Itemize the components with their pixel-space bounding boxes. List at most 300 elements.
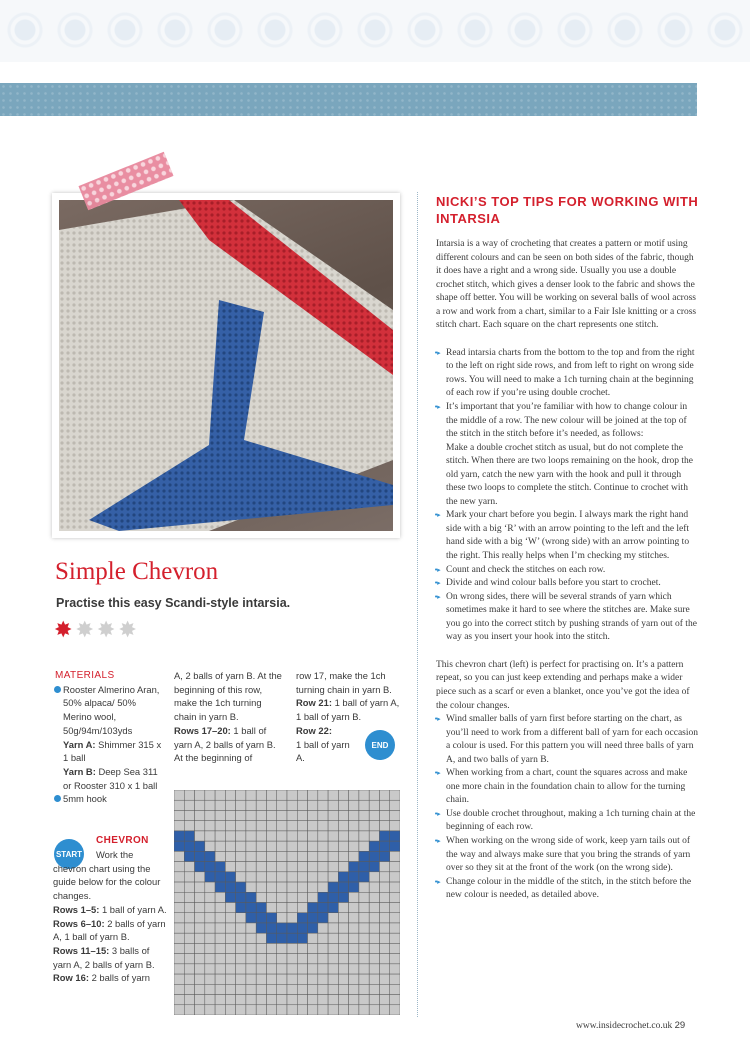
chart-cell-yarn-b xyxy=(225,882,235,892)
chart-cell-yarn-a xyxy=(256,995,266,1005)
chevron-intro: Work the chevron chart using the guide below for the colour changes. xyxy=(53,849,161,902)
chart-cell-yarn-a xyxy=(328,984,338,994)
chart-cell-yarn-a xyxy=(266,800,276,810)
chart-cell-yarn-a xyxy=(246,851,256,861)
chart-cell-yarn-a xyxy=(184,790,194,800)
chart-cell-yarn-a xyxy=(349,903,359,913)
chart-cell-yarn-a xyxy=(184,872,194,882)
chart-cell-yarn-a xyxy=(225,933,235,943)
chart-cell-yarn-a xyxy=(349,995,359,1005)
chart-cell-yarn-a xyxy=(236,821,246,831)
chart-cell-yarn-a xyxy=(359,933,369,943)
chart-cell-yarn-a xyxy=(195,1005,205,1015)
chart-cell-yarn-a xyxy=(359,954,369,964)
chart-cell-yarn-a xyxy=(246,882,256,892)
chart-cell-yarn-a xyxy=(215,943,225,953)
chart-cell-yarn-a xyxy=(225,790,235,800)
chart-cell-yarn-b xyxy=(174,831,184,841)
chart-cell-yarn-a xyxy=(256,862,266,872)
chart-cell-yarn-a xyxy=(215,821,225,831)
chart-cell-yarn-a xyxy=(246,810,256,820)
chart-cell-yarn-a xyxy=(318,954,328,964)
chart-cell-yarn-a xyxy=(266,984,276,994)
chart-cell-yarn-a xyxy=(225,984,235,994)
chart-cell-yarn-b xyxy=(225,872,235,882)
chart-cell-yarn-a xyxy=(349,964,359,974)
chart-cell-yarn-a xyxy=(277,903,287,913)
chart-cell-yarn-a xyxy=(266,954,276,964)
chart-cell-yarn-a xyxy=(379,872,389,882)
chart-cell-yarn-a xyxy=(215,974,225,984)
chart-cell-yarn-b xyxy=(369,841,379,851)
row-16-cont: A, 2 balls of yarn B. At the beginning of this row, make the 1ch turning chain in yarn B. xyxy=(174,670,282,723)
chart-cell-yarn-a xyxy=(215,913,225,923)
chart-cell-yarn-a xyxy=(246,790,256,800)
chart-cell-yarn-a xyxy=(256,851,266,861)
chart-cell-yarn-a xyxy=(338,923,348,933)
chart-cell-yarn-a xyxy=(287,882,297,892)
chart-cell-yarn-a xyxy=(328,872,338,882)
chart-cell-yarn-b xyxy=(349,862,359,872)
chart-cell-yarn-a xyxy=(236,943,246,953)
chart-cell-yarn-a xyxy=(205,810,215,820)
chart-cell-yarn-a xyxy=(359,903,369,913)
chart-cell-yarn-b xyxy=(195,851,205,861)
chart-cell-yarn-b xyxy=(287,923,297,933)
chart-cell-yarn-b xyxy=(297,933,307,943)
chart-cell-yarn-a xyxy=(338,862,348,872)
chart-cell-yarn-a xyxy=(256,984,266,994)
chart-cell-yarn-b xyxy=(184,831,194,841)
pattern-title: Simple Chevron xyxy=(55,558,219,585)
chart-cell-yarn-a xyxy=(287,841,297,851)
chart-cell-yarn-a xyxy=(246,954,256,964)
chart-cell-yarn-a xyxy=(205,964,215,974)
chart-cell-yarn-a xyxy=(328,964,338,974)
chart-cell-yarn-b xyxy=(308,913,318,923)
chart-cell-yarn-a xyxy=(205,800,215,810)
chart-cell-yarn-a xyxy=(349,954,359,964)
chart-cell-yarn-a xyxy=(379,913,389,923)
chart-cell-yarn-a xyxy=(379,821,389,831)
chart-cell-yarn-a xyxy=(328,974,338,984)
chart-cell-yarn-a xyxy=(277,841,287,851)
chart-cell-yarn-a xyxy=(369,892,379,902)
chart-cell-yarn-b xyxy=(328,892,338,902)
chart-cell-yarn-a xyxy=(390,964,400,974)
tip-item: •▸ On wrong sides, there will be several strands of yarn which sometimes make it hard to see where the stitches are. Make sure you go into the correct stitch by pushing strands of yarn out of the way as you insert your hook into the stitch. xyxy=(436,591,698,645)
chart-cell-yarn-a xyxy=(174,1005,184,1015)
chart-cell-yarn-a xyxy=(349,933,359,943)
chart-cell-yarn-a xyxy=(205,933,215,943)
chart-cell-yarn-b xyxy=(318,892,328,902)
chart-cell-yarn-a xyxy=(390,954,400,964)
materials-yarn: Rooster Almerino Aran, 50% alpaca/ 50% Merino wool, 50g/94m/103yds xyxy=(55,683,167,738)
chart-cell-yarn-b xyxy=(205,872,215,882)
chart-cell-yarn-a xyxy=(195,943,205,953)
chart-cell-yarn-b xyxy=(379,841,389,851)
chart-cell-yarn-a xyxy=(379,974,389,984)
chart-cell-yarn-a xyxy=(390,974,400,984)
chart-cell-yarn-b xyxy=(246,913,256,923)
chart-cell-yarn-a xyxy=(215,892,225,902)
chart-cell-yarn-a xyxy=(184,984,194,994)
chart-cell-yarn-a xyxy=(318,882,328,892)
chart-cell-yarn-a xyxy=(328,800,338,810)
chart-cell-yarn-a xyxy=(328,831,338,841)
chart-cell-yarn-a xyxy=(236,923,246,933)
chart-cell-yarn-a xyxy=(246,974,256,984)
chart-cell-yarn-a xyxy=(297,943,307,953)
chart-cell-yarn-a xyxy=(195,821,205,831)
chart-cell-yarn-a xyxy=(390,872,400,882)
chart-cell-yarn-a xyxy=(390,790,400,800)
crochet-photo xyxy=(59,200,393,531)
chart-cell-yarn-a xyxy=(174,933,184,943)
chart-cell-yarn-a xyxy=(379,984,389,994)
chevron-chart xyxy=(174,790,400,1015)
chart-cell-yarn-a xyxy=(390,923,400,933)
chart-cell-yarn-b xyxy=(318,903,328,913)
chart-cell-yarn-a xyxy=(297,872,307,882)
column-divider xyxy=(417,192,418,1017)
chart-cell-yarn-a xyxy=(287,831,297,841)
chart-cell-yarn-a xyxy=(174,790,184,800)
chart-cell-yarn-a xyxy=(174,872,184,882)
chart-cell-yarn-a xyxy=(174,882,184,892)
chart-cell-yarn-a xyxy=(287,974,297,984)
chart-cell-yarn-a xyxy=(236,1005,246,1015)
chart-cell-yarn-a xyxy=(287,903,297,913)
chart-cell-yarn-a xyxy=(236,974,246,984)
chart-cell-yarn-a xyxy=(215,984,225,994)
chart-cell-yarn-b xyxy=(369,862,379,872)
chart-cell-yarn-a xyxy=(308,974,318,984)
chart-cell-yarn-a xyxy=(215,851,225,861)
chart-cell-yarn-a xyxy=(338,1005,348,1015)
chart-cell-yarn-a xyxy=(205,943,215,953)
chart-cell-yarn-a xyxy=(184,903,194,913)
chart-cell-yarn-a xyxy=(390,821,400,831)
chart-cell-yarn-a xyxy=(359,923,369,933)
chart-cell-yarn-a xyxy=(287,892,297,902)
chart-cell-yarn-a xyxy=(174,913,184,923)
chart-cell-yarn-a xyxy=(308,872,318,882)
chart-cell-yarn-b xyxy=(215,872,225,882)
chart-cell-yarn-a xyxy=(277,821,287,831)
chart-cell-yarn-a xyxy=(225,831,235,841)
chart-cell-yarn-a xyxy=(287,943,297,953)
chart-cell-yarn-a xyxy=(174,800,184,810)
chart-cell-yarn-a xyxy=(318,933,328,943)
chart-cell-yarn-a xyxy=(246,995,256,1005)
chart-cell-yarn-a xyxy=(318,810,328,820)
chart-cell-yarn-b xyxy=(266,933,276,943)
chart-cell-yarn-a xyxy=(225,964,235,974)
chart-cell-yarn-a xyxy=(359,984,369,994)
chart-cell-yarn-b xyxy=(297,923,307,933)
chart-cell-yarn-a xyxy=(287,800,297,810)
chart-cell-yarn-b xyxy=(277,933,287,943)
chart-cell-yarn-a xyxy=(256,964,266,974)
difficulty-star-empty-icon: ✸ xyxy=(96,618,116,643)
chart-cell-yarn-a xyxy=(359,831,369,841)
chart-cell-yarn-a xyxy=(318,800,328,810)
chart-cell-yarn-a xyxy=(369,790,379,800)
chart-cell-yarn-a xyxy=(174,984,184,994)
chart-cell-yarn-a xyxy=(349,943,359,953)
lace-header-decoration xyxy=(0,0,750,62)
chart-cell-yarn-a xyxy=(349,800,359,810)
chart-cell-yarn-a xyxy=(308,800,318,810)
chart-cell-yarn-a xyxy=(256,933,266,943)
chart-cell-yarn-a xyxy=(256,790,266,800)
chart-cell-yarn-a xyxy=(205,923,215,933)
chart-cell-yarn-a xyxy=(174,974,184,984)
chart-cell-yarn-a xyxy=(266,810,276,820)
chart-cell-yarn-a xyxy=(225,841,235,851)
instructions-column-2 xyxy=(174,669,286,765)
chart-cell-yarn-a xyxy=(349,851,359,861)
chart-cell-yarn-a xyxy=(390,800,400,810)
chart-cell-yarn-a xyxy=(379,862,389,872)
chart-cell-yarn-a xyxy=(390,862,400,872)
tip-item: •▸ Mark your chart before you begin. I always mark the right hand side with a big ‘R’ with an arrow pointing to the left and the left hand side with a big ‘W’ (wrong side) with an arrow pointing to the right. This really helps when I’m checking my stitches. xyxy=(436,509,698,563)
chart-cell-yarn-a xyxy=(297,1005,307,1015)
chart-paragraph: This chevron chart (left) is perfect for practising on. It’s a pattern repeat, so you can just keep extending and perhaps make a wider piece such as a scarf or even a blanket, once you’ve got the idea of the colour changes. xyxy=(436,659,690,711)
chart-cell-yarn-a xyxy=(205,831,215,841)
chart-cell-yarn-b xyxy=(277,923,287,933)
chart-cell-yarn-a xyxy=(236,954,246,964)
chart-cell-yarn-a xyxy=(225,821,235,831)
chart-cell-yarn-a xyxy=(379,800,389,810)
chart-cell-yarn-a xyxy=(369,903,379,913)
chart-cell-yarn-a xyxy=(277,810,287,820)
tip-item: •▸ Wind smaller balls of yarn first before starting on the chart, as you’ll need to work from a different ball of yarn for each occasion a colour is used. For this pattern you will need three balls of yarn A, and two balls of yarn B. xyxy=(436,713,698,767)
chart-cell-yarn-b xyxy=(174,841,184,851)
chart-cell-yarn-a xyxy=(205,1005,215,1015)
chart-cell-yarn-b xyxy=(195,841,205,851)
chart-cell-yarn-a xyxy=(195,892,205,902)
chart-cell-yarn-b xyxy=(308,923,318,933)
chart-cell-yarn-a xyxy=(349,974,359,984)
chart-cell-yarn-a xyxy=(195,790,205,800)
chart-cell-yarn-a xyxy=(297,800,307,810)
chart-cell-yarn-b xyxy=(390,831,400,841)
chart-cell-yarn-a xyxy=(225,913,235,923)
chart-cell-yarn-a xyxy=(184,862,194,872)
chart-cell-yarn-a xyxy=(287,964,297,974)
chart-cell-yarn-a xyxy=(277,831,287,841)
materials-heading: MATERIALS xyxy=(55,670,115,681)
chart-cell-yarn-a xyxy=(338,943,348,953)
chart-cell-yarn-a xyxy=(359,790,369,800)
chart-cell-yarn-a xyxy=(205,841,215,851)
chart-cell-yarn-a xyxy=(349,841,359,851)
chart-cell-yarn-a xyxy=(277,882,287,892)
chart-cell-yarn-b xyxy=(236,882,246,892)
chart-cell-yarn-a xyxy=(379,903,389,913)
chart-cell-yarn-a xyxy=(236,841,246,851)
chart-cell-yarn-a xyxy=(195,954,205,964)
chart-cell-yarn-a xyxy=(390,903,400,913)
chart-cell-yarn-b xyxy=(266,923,276,933)
chart-cell-yarn-a xyxy=(308,851,318,861)
chart-cell-yarn-a xyxy=(359,995,369,1005)
chart-cell-yarn-a xyxy=(215,903,225,913)
chart-cell-yarn-a xyxy=(174,903,184,913)
chart-cell-yarn-a xyxy=(379,964,389,974)
chart-cell-yarn-a xyxy=(369,800,379,810)
materials-yarn-a: Yarn A: Shimmer 315 x 1 ball xyxy=(63,738,162,764)
chart-cell-yarn-b xyxy=(225,892,235,902)
chart-cell-yarn-a xyxy=(225,810,235,820)
chart-cell-yarn-a xyxy=(369,831,379,841)
chart-cell-yarn-a xyxy=(338,995,348,1005)
tip-item: •▸ Read intarsia charts from the bottom to the top and from the right to the left on right side rows, and from left to right on wrong side rows. You will need to make a 1ch turning chain at the beginning of each row if you’re using double crochet. xyxy=(436,347,698,401)
chart-cell-yarn-a xyxy=(308,984,318,994)
chart-cell-yarn-a xyxy=(369,872,379,882)
chart-cell-yarn-a xyxy=(195,984,205,994)
chart-cell-yarn-a xyxy=(297,974,307,984)
chart-cell-yarn-a xyxy=(297,984,307,994)
chart-cell-yarn-a xyxy=(328,1005,338,1015)
chart-cell-yarn-a xyxy=(266,943,276,953)
chart-cell-yarn-a xyxy=(318,831,328,841)
chart-cell-yarn-a xyxy=(328,913,338,923)
chart-cell-yarn-a xyxy=(308,882,318,892)
chart-cell-yarn-b xyxy=(318,913,328,923)
chart-cell-yarn-a xyxy=(328,954,338,964)
chart-cell-yarn-a xyxy=(297,964,307,974)
difficulty-star-filled-icon: ✸ xyxy=(54,618,73,643)
crochet-squares-illustration xyxy=(59,200,393,531)
chart-cell-yarn-a xyxy=(369,995,379,1005)
row-21: Row 21: 1 ball of yarn A, 1 ball of yarn B. xyxy=(296,697,400,723)
chart-cell-yarn-a xyxy=(349,913,359,923)
chevron-heading-block xyxy=(96,834,166,848)
chart-cell-yarn-a xyxy=(349,923,359,933)
chart-cell-yarn-b xyxy=(205,862,215,872)
chart-cell-yarn-a xyxy=(174,821,184,831)
row-16: Row 16: 2 balls of yarn xyxy=(53,972,150,984)
chart-cell-yarn-a xyxy=(215,800,225,810)
chart-cell-yarn-a xyxy=(390,892,400,902)
chart-cell-yarn-a xyxy=(338,954,348,964)
chart-cell-yarn-a xyxy=(236,851,246,861)
chart-cell-yarn-a xyxy=(205,984,215,994)
chart-cell-yarn-a xyxy=(338,810,348,820)
chart-cell-yarn-a xyxy=(236,831,246,841)
chart-cell-yarn-a xyxy=(328,790,338,800)
chart-cell-yarn-a xyxy=(287,821,297,831)
chart-cell-yarn-a xyxy=(256,882,266,892)
chart-cell-yarn-a xyxy=(297,862,307,872)
chart-cell-yarn-b xyxy=(215,882,225,892)
chart-cell-yarn-a xyxy=(287,954,297,964)
tip-item: •▸ Count and check the stitches on each row. xyxy=(436,564,698,578)
chart-cell-yarn-a xyxy=(308,831,318,841)
chart-cell-yarn-a xyxy=(369,923,379,933)
chart-cell-yarn-b xyxy=(359,851,369,861)
rows-1-5: Rows 1–5: 1 ball of yarn A. xyxy=(53,903,167,915)
chart-cell-yarn-a xyxy=(195,831,205,841)
chart-cell-yarn-a xyxy=(308,995,318,1005)
chart-cell-yarn-a xyxy=(277,984,287,994)
chart-cell-yarn-a xyxy=(287,995,297,1005)
chart-cell-yarn-a xyxy=(225,974,235,984)
chart-cell-yarn-a xyxy=(184,933,194,943)
chart-cell-yarn-a xyxy=(174,810,184,820)
materials-column xyxy=(55,669,167,806)
chart-cell-yarn-b xyxy=(328,882,338,892)
chart-cell-yarn-a xyxy=(349,790,359,800)
difficulty-star-empty-icon: ✸ xyxy=(118,618,137,643)
chart-cell-yarn-a xyxy=(215,790,225,800)
end-badge: END xyxy=(365,730,395,760)
chart-cell-yarn-a xyxy=(390,851,400,861)
chart-cell-yarn-a xyxy=(328,810,338,820)
chart-cell-yarn-a xyxy=(246,831,256,841)
chart-cell-yarn-b xyxy=(338,872,348,882)
chart-cell-yarn-a xyxy=(338,933,348,943)
chart-cell-yarn-a xyxy=(246,943,256,953)
chart-cell-yarn-a xyxy=(359,974,369,984)
chart-cell-yarn-b xyxy=(236,892,246,902)
tips-body xyxy=(436,238,698,903)
chart-cell-yarn-a xyxy=(184,923,194,933)
chart-cell-yarn-a xyxy=(318,923,328,933)
chart-cell-yarn-a xyxy=(338,841,348,851)
chart-cell-yarn-a xyxy=(266,892,276,902)
chart-cell-yarn-a xyxy=(297,831,307,841)
chart-cell-yarn-b xyxy=(236,903,246,913)
chart-cell-yarn-a xyxy=(308,954,318,964)
chart-cell-yarn-a xyxy=(205,790,215,800)
chart-cell-yarn-a xyxy=(277,862,287,872)
chart-cell-yarn-a xyxy=(246,984,256,994)
chart-cell-yarn-a xyxy=(225,943,235,953)
chart-cell-yarn-a xyxy=(266,872,276,882)
chart-cell-yarn-a xyxy=(328,821,338,831)
chart-cell-yarn-a xyxy=(369,810,379,820)
pattern-subtitle: Practise this easy Scandi-style intarsia. xyxy=(56,596,291,610)
chart-cell-yarn-a xyxy=(215,923,225,933)
chart-cell-yarn-a xyxy=(195,800,205,810)
row-22-label: Row 22: xyxy=(296,724,332,736)
chart-cell-yarn-a xyxy=(174,943,184,953)
chart-cell-yarn-b xyxy=(379,851,389,861)
chart-cell-yarn-a xyxy=(195,974,205,984)
materials-hook: 5mm hook xyxy=(55,792,167,806)
chart-cell-yarn-a xyxy=(195,882,205,892)
chart-cell-yarn-a xyxy=(225,851,235,861)
chart-cell-yarn-a xyxy=(287,851,297,861)
chart-cell-yarn-a xyxy=(297,882,307,892)
chart-cell-yarn-a xyxy=(390,984,400,994)
chart-cell-yarn-a xyxy=(246,964,256,974)
chart-cell-yarn-a xyxy=(390,810,400,820)
chart-cell-yarn-a xyxy=(318,964,328,974)
chart-cell-yarn-a xyxy=(225,954,235,964)
chart-cell-yarn-a xyxy=(287,984,297,994)
chart-cell-yarn-b xyxy=(184,851,194,861)
chart-cell-yarn-a xyxy=(236,933,246,943)
chart-cell-yarn-a xyxy=(205,995,215,1005)
chart-cell-yarn-a xyxy=(266,995,276,1005)
chart-cell-yarn-a xyxy=(277,913,287,923)
chart-cell-yarn-a xyxy=(236,872,246,882)
